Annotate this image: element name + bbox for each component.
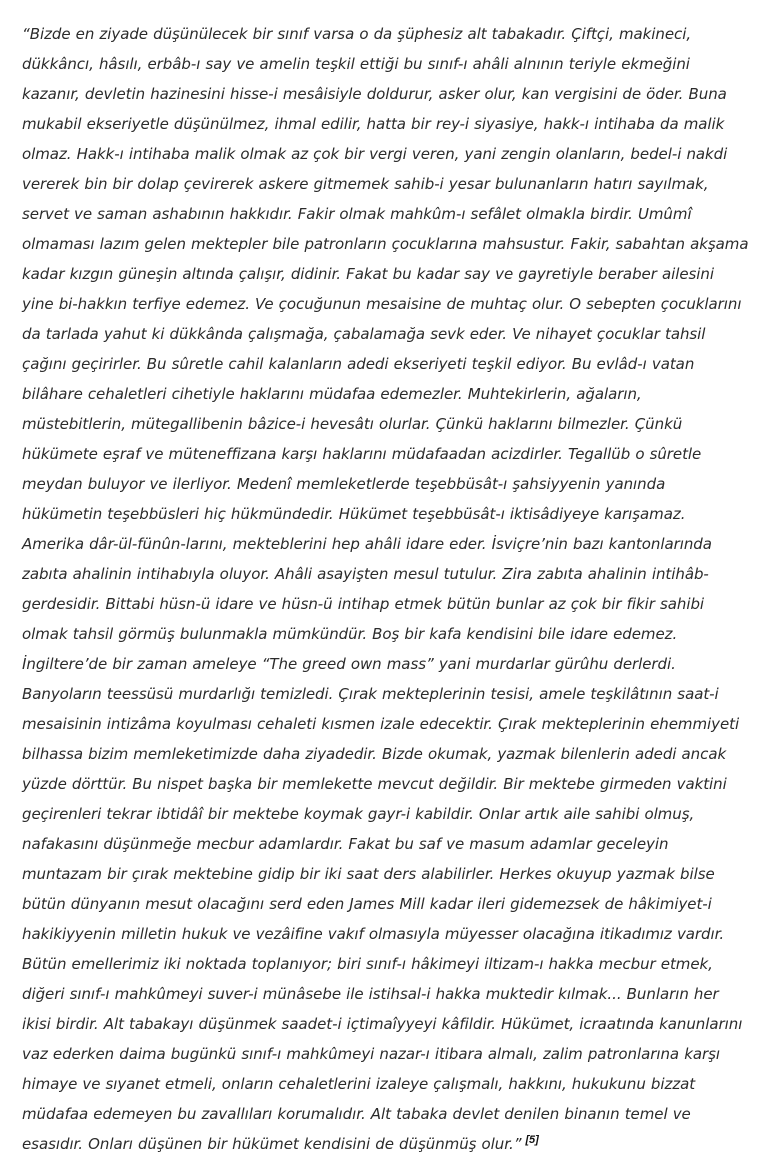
quote-paragraph bbox=[22, 19, 749, 1159]
footnote-reference-link[interactable]: [5] bbox=[525, 1134, 539, 1146]
quote-text: “Bizde en ziyade düşünülecek bir sınıf varsa o da şüphesiz alt tabakadır. Çiftçi, makineci, dükkâncı, hâsılı, erbâb-ı say ve amelin teşkil ettiği bu sınıf-ı ahâli alnının teriyle ekmeğini kazanır, devletin hazinesini hisse-i mesâisiyle doldurur, asker olur, kan vergisini de öder. Buna mukabil ekseriyetle düşünülmez, ihmal edilir, hatta bir rey-i siyasiye, hakk-ı intihaba da malik olmaz. Hakk-ı intihaba malik olmak az çok bir vergi veren, yani zengin olanların, bedel-i nakdi vererek bin bir dolap çevirerek askere gitmemek sahib-i yesar bulunanların hatırı sayılmak, servet ve saman ashabının hakkıdır. Fakir olmak mahkûm-ı sefâlet olmakla birdir. Umûmî olmaması lazım gelen mektepler bile patronların çocuklarına mahsustur. Fakir, sabahtan akşama kadar kızgın güneşin altında çalışır, didinir. Fakat bu kadar say ve gayretiyle beraber ailesini yine bi-hakkın terfiye edemez. Ve çocuğunun mesaisine de muhtaç olur. O sebepten çocuklarını da tarlada yahut ki dükkânda çalışmağa, çabalamağa sevk eder. Ve nihayet çocuklar tahsil çağını geçirirler. Bu sûretle cahil kalanların adedi ekseriyeti teşkil ediyor. Bu evlâd-ı vatan bilâhare cehaletleri cihetiyle haklarını müdafaa edemezler. Muhtekirlerin, ağaların, müstebitlerin, mütegallibenin bâzice-i hevesâtı olurlar. Çünkü haklarını bilmezler. Çünkü hükümete eşraf ve müteneffizana karşı haklarını müdafaadan acizdirler. Tegallüb o sûretle meydan buluyor ve ilerliyor. Medenî memleketlerde teşebbüsât-ı şahsiyyenin yanında hükümetin teşebbüsleri hiç hükmündedir. Hükümet teşebbüsât-ı iktisâdiyeye karışamaz. Amerika dâr-ül-fünûn-larını, mekteblerini hep ahâli idare eder. İsviçre’nin bazı kantonlarında zabıta ahalinin intihabıyla oluyor. Ahâli asayişten mesul tutulur. Zira zabıta ahalinin intihâb-gerdesidir. Bittabi hüsn-ü idare ve hüsn-ü intihap etmek bütün bunlar az çok bir fikir sahibi olmak tahsil görmüş bulunmakla mümkündür. Boş bir kafa kendisini bile idare edemez. İngiltere’de bir zaman ameleye “The greed own mass” yani murdarlar gürûhu derlerdi. Banyoların teessüsü murdarlığı temizledi. Çırak mekteplerinin tesisi, amele teşkilâtının saat-i mesaisinin intizâma koyulması cehaleti kısmen izale edecektir. Çırak mekteplerinin ehemmiyeti bilhassa bizim memleketimizde daha ziyadedir. Bizde okumak, yazmak bilenlerin adedi ancak yüzde dörttür. Bu nispet başka bir memlekette mevcut değildir. Bir mektebe girmeden vaktini geçirenleri tekrar ibtidâî bir mektebe koymak gayr-i kabildir. Onlar artık aile sahibi olmuş, nafakasını düşünmeğe mecbur adamlardır. Fakat bu saf ve masum adamlar geceleyin muntazam bir çırak mektebine gidip bir iki saat ders alabilirler. Herkes okuyup yazmak bilse bütün dünyanın mesut olacağını serd eden James Mill kadar ileri gidemezsek de hâkimiyet-i hakikiyyenin milletin hukuk ve vezâifine vakıf olmasıyla müyesser olacağına itikadımız vardır. Bütün emellerimiz iki noktada toplanıyor; biri sınıf-ı hâkimeyi iltizam-ı hakka mecbur etmek, diğeri sınıf-ı mahkûmeyi suver-i münâsebe ile istihsal-i hakka muktedir kılmak... Bunların her ikisi birdir. Alt tabakayı düşünmek saadet-i içtimaîyyeyi kâfildir. Hükümet, icraatında kanunlarını vaz ederken daima bugünkü sınıf-ı mahkûmeyi nazar-ı itibara almalı, zalim patronlarına karşı himaye ve sıyanet etmeli, onların cehaletlerini izaleye çalışmalı, hakkını, hukukunu bizzat müdafaa edemeyen bu zavallıları korumalıdır. Alt tabaka devlet denilen binanın temel ve esasıdır. Onları düşünen bir hükümet kendisini de düşünmüş olur.” bbox=[22, 25, 749, 1153]
